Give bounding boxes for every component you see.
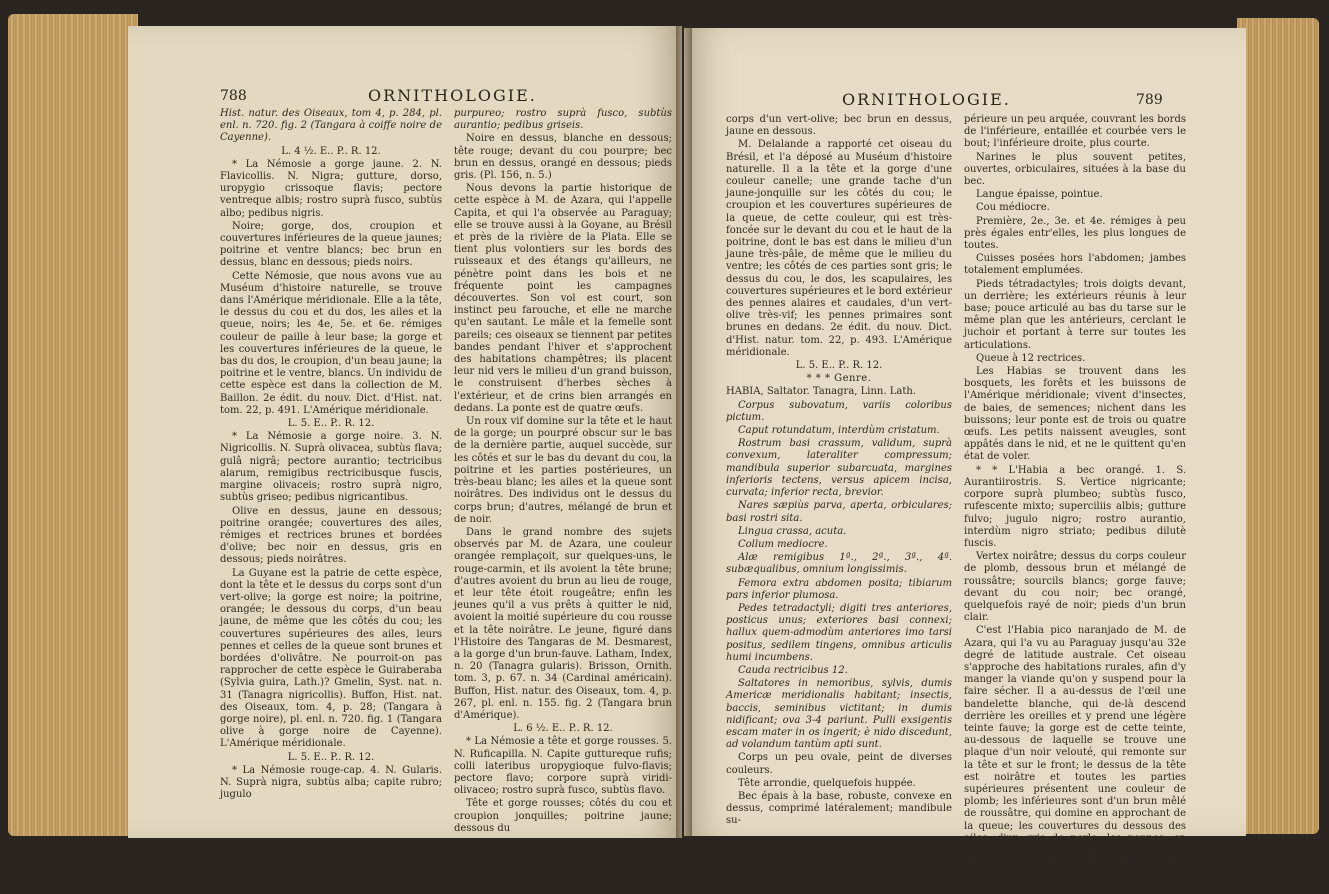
paragraph: Olive en dessus, jaune en dessous; poitrine orangée; couvertures des ailes, rémiges et rectrices brunes et bordées d'olive; bec noir en dessus, gris en dessous; pieds noirâtres. (220, 505, 442, 566)
paragraph: Bec épais à la base, robuste, convexe en dessus, comprimé latéralement; mandibule su- (726, 790, 952, 827)
genus-heading: * * * Genre. (806, 373, 872, 385)
species-heading: * La Némosie a gorge jaune. 2. N. Flavicollis. N. Nigra; gutture, dorso, uropygio crissoque flavis; pectore ventreque albis; rostro suprà fusco, subtùs albo; pedibus nigris. (220, 158, 442, 219)
paragraph: Cou médiocre. (976, 202, 1050, 214)
measurement-line: L. 5. E.. P.. R. 12. (795, 360, 883, 372)
paragraph: Langue épaisse, pointue. (976, 189, 1103, 201)
species-heading: * La Némosie a gorge noire. 3. N. Nigricollis. N. Suprà olivacea, subtùs flava; gulâ nigrâ; pectore aurantio; tectricibus alarum, remigibus rectricibusque fuscis, margine olivaceis; rostro suprà nigro, subtùs griseo; pedibus nigricantibus. (220, 431, 442, 504)
paragraph: Première, 2e., 3e. et 4e. rémiges à peu près égales entr'elles, les plus longues de toutes. (964, 215, 1186, 252)
latin-character: Alæ remigibus 1ª., 2ª., 3ª., 4ª. subæqualibus, omnium longissimis. (726, 552, 952, 576)
right-page-number: 789 (1136, 92, 1163, 108)
right-column-1 (726, 114, 952, 830)
genus-title: HABIA, Saltator. Tanagra, Linn. Lath. (726, 386, 916, 398)
species-heading: * La Némosie rouge-cap. 4. N. Gularis. N. Suprà nigra, subtùs alba; capite rubro; jugulo (220, 764, 442, 801)
paragraph: Noire; gorge, dos, croupion et couvertures inférieures de la queue jaunes; poitrine et ventre blancs; bec brun en dessus, blanc en dessous; pieds noirs. (220, 220, 442, 269)
paragraph: Narines le plus souvent petites, ouvertes, orbiculaires, situées à la base du bec. (964, 151, 1186, 188)
latin-character: Cauda rectricibus 12. (738, 664, 848, 676)
latin-character: Corpus subovatum, variis coloribus pictum. (726, 399, 952, 423)
paragraph: M. Delalande a rapporté cet oiseau du Brésil, et l'a déposé au Muséum d'histoire naturelle. Il a la tête et la gorge d'une couleur canelle; une grande tache d'un jaune-jonquille sur les côtés du cou; le croupion et les couvertures supérieures de la queue, de cette couleur, qui est très-foncée sur le devant du cou et le haut de la poitrine, dont le bas est dans le milieu d'un jaune très-pâle, de même que le milieu du ventre; les côtés de ces parties sont gris; le dessus du cou, le dos, les scapulaires, les couvertures supérieures et le bord extérieur des pennes alaires et caudales, d'un vert-olive très-vif; les pennes primaires sont brunes en dedans. 2e édit. du nouv. Dict. d'Hist. natur. tom. 22, p. 493. L'Amérique méridionale. (726, 139, 952, 358)
book-gutter (676, 26, 692, 838)
paragraph: La Guyane est la patrie de cette espèce, dont la tête et le dessus du corps sont d'un vert-olive; la gorge est noire; la poitrine, orangée; le dessous du corps, d'un beau jaune, de même que les côtés du cou; les couvertures supérieures des ailes, leurs pennes et celles de la queue sont brunes et bordées d'olivâtre. Ne pourroit-on pas rapprocher de cette espèce le Guiraberaba (Sylvia guira, Lath.)? Gmelin, Syst. nat. n. 31 (Tanagra nigricollis). Buffon, Hist. nat. des Oiseaux, tom. 4, p. 28; (Tangara à gorge noire), pl. enl. n. 720. fig. 1 (Tangara olive à gorge noire de Cayenne). L'Amérique méridionale. (220, 567, 442, 750)
paragraph: Cette Némosie, que nous avons vue au Muséum d'histoire naturelle, se trouve dans l'Amérique méridionale. Elle a la tête, le dessus du cou et du dos, les ailes et la queue, noirs; les 4e, 5e. et 6e. rémiges couleur de paille à leur base; la gorge et les couvertures inférieures de la queue, le bas du dos, le croupion, d'un beau jaune; la poitrine et le ventre, blancs. Un individu de cette espèce est dans la collection de M. Baillon. 2e édit. du nouv. Dict. d'Hist. nat. tom. 22, p. 491. L'Amérique méridionale. (220, 270, 442, 416)
measurement-line: L. 5. E.. P.. R. 12. (287, 418, 375, 430)
left-column-2 (454, 108, 672, 834)
paragraph: Un roux vif domine sur la tête et le haut de la gorge; un pourpré obscur sur le bas de la dernière partie, auquel succède, sur les côtés et sur le bas du devant du cou, la poitrine et les parties postérieures, un très-beau blanc; les ailes et la queue sont noirâtres. Des individus ont le dessus du corps brun; d'autres, mélangé de brun et de noir. (454, 416, 672, 525)
paragraph: Les Habias se trouvent dans les bosquets, les forêts et les buissons de l'Amérique méridionale; vivent d'insectes, de baies, de semences; nichent dans les buissons; leur ponte est de trois ou quatre œufs. Les petits naissent aveugles, sont appâtés dans le nid, et ne le quittent qu'en état de voler. (964, 366, 1186, 463)
paragraph: Tête et gorge rousses; côtés du cou et croupion jonquilles; poitrine jaune; dessous du (454, 798, 672, 834)
paragraph: Pieds tétradactyles; trois doigts devant, un derrière; les extérieurs réunis à leur base; pouce articulé au bas du tarse sur le même plan que les antérieurs, cerclant le juchoir et portant à terre sur toutes les articulations. (964, 278, 1186, 351)
paragraph: Hist. natur. des Oiseaux, tom 4, p. 284, pl. enl. n. 720. fig. 2 (Tangara à coiffe noire de Cayenne). (220, 108, 442, 144)
species-heading: * * L'Habia a bec orangé. 1. S. Aurantiirostris. S. Vertice nigricante; corpore suprà plumbeo; subtùs fusco, rufescente mixto; superciliis albis; gutture fulvo; jugulo nigro; rostro aurantio, interdùm nigro striato; pedibus dilutè fuscis. (964, 464, 1186, 549)
paragraph: Vertex noirâtre; dessus du corps couleur de plomb, dessous brun et mélangé de roussâtre; sourcils blancs; gorge fauve; devant du cou noir; bec orangé, quelquefois rayé de noir; pieds d'un brun clair. (964, 551, 1186, 624)
paragraph: Nous devons la partie historique de cette espèce à M. de Azara, qui l'appelle Capita, et qui l'a observée au Paraguay; elle se trouve aussi à la Goyane, au Brésil et près de la rivière de la Plata. Elle se tient plus volontiers sur les bords des ruisseaux et des étangs qu'ailleurs, ne pénètre point dans les bois et ne fréquente point les campagnes découvertes. Son vol est court, son instinct peu farouche, et elle ne marche qu'en sautant. Le mâle et la femelle sont pareils; ces oiseaux se tiennent par petites bandes pendant l'hiver et s'approchent des habitations champêtres; ils placent leur nid vers le milieu d'un grand buisson, le construisent d'herbes sèches à l'extérieur, et de crins bien arrangés en dedans. La ponte est de quatre œufs. (454, 183, 672, 414)
species-heading: * La Némosie a tête et gorge rousses. 5. N. Ruficapilla. N. Capite guttureque rufis; colli lateribus uropygioque fulvo-flavis; pectore flavo; corpore suprà viridi-olivaceo; rostro suprà fusco, subtùs flavo. (454, 736, 672, 797)
measurement-line: L. 6 ½. E.. P.. R. 12. (513, 723, 613, 735)
paragraph: C'est l'Habia pico naranjado de M. de Azara, qui l'a vu au Paraguay jusqu'au 32e degré de latitude australe. Cet oiseau s'approche des habitations rurales, afin d'y manger la viande qu'on y suspend pour la faire sécher. Il a au-dessus de l'œil une bandelette blanche, qui de-là descend derrière les oreilles et y prend une légère teinte fauve; la gorge est de cette teinte, au-dessous de laquelle se trouve une plaque d'un noir velouté, qui remonte sur la tête et sur le front; le dessus de la tête est noirâtre et toutes les parties supérieures présentent une couleur de plomb; les inférieures sont d'un brun mêlé de roussâtre, qui domine en approchant de la queue; les couvertures du dessous des ailes, d'un gris de perle; les pennes, en dessous, d'un blanc-argenté; la rectrice la plus extérieure de chaque côté porte une tache blanche à son extrémité, ainsi que la sui- (964, 625, 1186, 893)
right-page-edges (1237, 18, 1319, 834)
measurement-line: L. 5. E.. P.. R. 12. (287, 751, 375, 763)
paragraph: Cuisses posées hors l'abdomen; jambes totalement emplumées. (964, 253, 1186, 277)
left-page-edges (8, 14, 138, 836)
right-page (684, 28, 1246, 893)
left-page-number: 788 (220, 88, 247, 104)
right-column-2 (964, 114, 1186, 893)
paragraph: corps d'un vert-olive; bec brun en dessus, jaune en dessous. (726, 114, 952, 138)
latin-character: Femora extra abdomen posita; tibiarum pars inferior plumosa. (726, 577, 952, 601)
latin-character: Lingua crassa, acuta. (738, 525, 847, 537)
latin-character: Collum mediocre. (738, 538, 828, 550)
latin-character: Pedes tetradactyli; digiti tres anteriores, posticus unus; exteriores basi connexi; hallux quem-admodùm anteriores imo tarsi positus, sedilem tingens, omnibus articulis humi incumbens. (726, 602, 952, 663)
latin-character: Rostrum basi crassum, validum, suprà convexum, lateraliter compressum; mandibula superior subarcuata, margines inferioris tectens, versus apicem incisa, curvata; inferior recta, brevior. (726, 438, 952, 499)
paragraph: Corps un peu ovale, peint de diverses couleurs. (726, 752, 952, 776)
right-running-title: ORNITHOLOGIE. (842, 90, 1011, 109)
paragraph: Noire en dessus, blanche en dessous; tête rouge; devant du cou pourpre; bec brun en dessus, orangé en dessous; pieds gris. (Pl. 156, n. 5.) (454, 133, 672, 182)
latin-character: Saltatores in nemoribus, sylvis, dumis Americæ meridionalis habitant; insectis, baccis, seminibus victitant; in dumis nidificant; ova 3-4 pariunt. Pulli exsigentis escam mater in os ingerit; è nido discedunt, ad volandum tantùm apti sunt. (726, 678, 952, 751)
paragraph: Tête arrondie, quelquefois huppée. (738, 777, 916, 789)
latin-character: Nares sæpiùs parva, aperta, orbiculares; basi rostri sita. (726, 500, 952, 524)
left-column-1 (220, 108, 442, 834)
left-page (128, 26, 682, 838)
paragraph: Dans le grand nombre des sujets observés par M. de Azara, une couleur orangée remplaçoit, sur quelques-uns, le rouge-carmin, et ils avoient la tête brune; d'autres avoient du brun au lieu de rouge, et leur tête étoit rougeâtre; enfin les jeunes qu'il a vus prêts à quitter le nid, avoient la moitié supérieure du cou rousse et la tête noirâtre. Le jeune, figuré dans l'Histoire des Tangaras de M. Desmarest, a la gorge d'un brun-fauve. Latham, Index, n. 20 (Tanagra gularis). Brisson, Ornith. tom. 3, p. 67. n. 34 (Cardinal américain). Buffon, Hist. natur. des Oiseaux, tom. 4, p. 267, pl. enl. n. 155. fig. 2 (Tangara brun d'Amérique). (454, 526, 672, 721)
latin-character: Caput rotundatum, interdùm cristatum. (738, 425, 940, 437)
measurement-line: L. 4 ½. E.. P.. R. 12. (281, 145, 381, 157)
left-running-title: ORNITHOLOGIE. (368, 86, 537, 105)
paragraph: périeure un peu arquée, couvrant les bords de l'inférieure, entaillée et courbée vers le bout; l'inférieure droite, plus courte. (964, 114, 1186, 150)
paragraph: purpureo; rostro suprà fusco, subtùs aurantio; pedibus griseis. (454, 108, 672, 132)
paragraph: Queue à 12 rectrices. (976, 352, 1086, 364)
